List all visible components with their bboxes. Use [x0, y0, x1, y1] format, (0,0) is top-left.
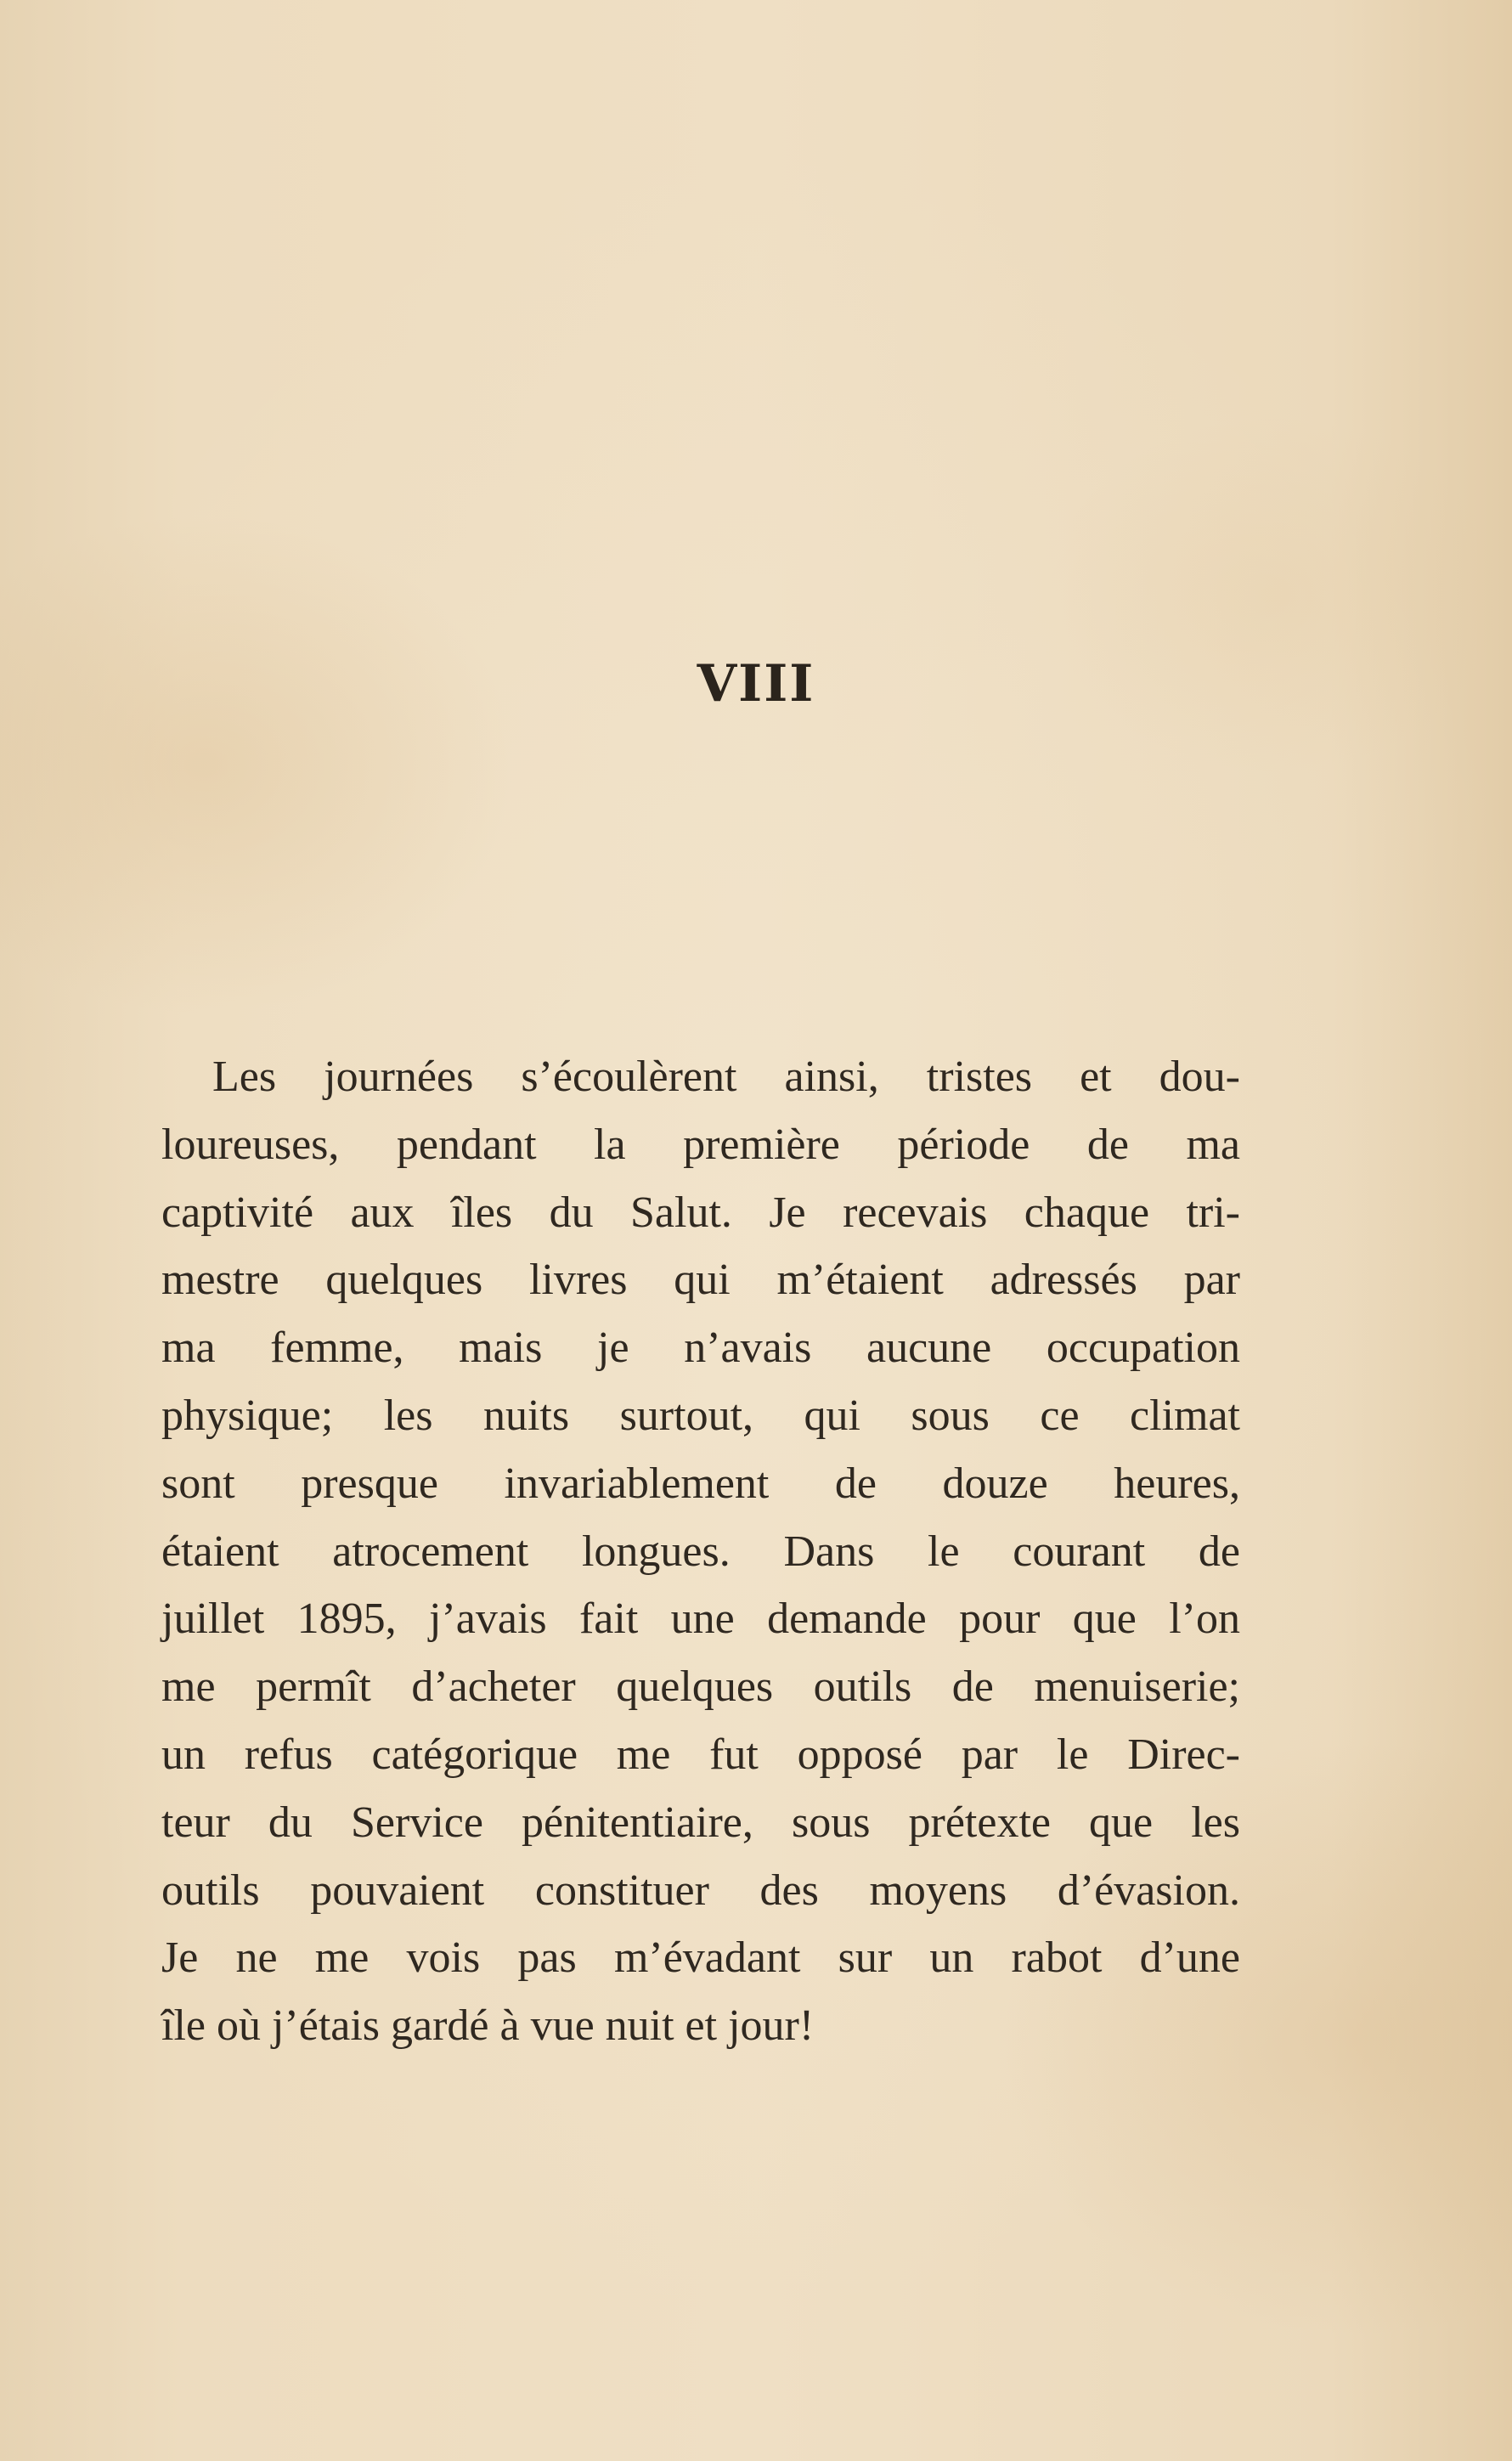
- text-line: Les journées s’écoulèrent ainsi, tristes et dou-: [212, 1053, 1240, 1101]
- text-line: ma femme, mais je n’avais aucune occupation: [161, 1324, 1240, 1373]
- text-line: mestre quelques livres qui m’étaient adressés par: [161, 1256, 1240, 1305]
- text-line: un refus catégorique me fut opposé par le Direc-: [161, 1730, 1240, 1779]
- text-line: captivité aux îles du Salut. Je recevais chaque tri-: [161, 1188, 1240, 1237]
- text-line: loureuses, pendant la première période de ma: [161, 1120, 1240, 1169]
- text-line: étaient atrocement longues. Dans le courant de: [161, 1527, 1240, 1576]
- text-line: sont presque invariablement de douze heures,: [161, 1459, 1240, 1508]
- text-line: me permît d’acheter quelques outils de menuiserie;: [161, 1662, 1240, 1712]
- text-line: outils pouvaient constituer des moyens d’évasion.: [161, 1866, 1240, 1915]
- text-line: île où j’étais gardé à vue nuit et jour!: [161, 2001, 815, 2051]
- chapter-heading: VIII: [697, 654, 815, 714]
- chapter-paragraph: [161, 1043, 1240, 2060]
- text-line: Je ne me vois pas m’évadant sur un rabot d’une: [161, 1933, 1240, 1983]
- text-line: teur du Service pénitentiaire, sous prétexte que les: [161, 1798, 1240, 1847]
- text-line: physique; les nuits surtout, qui sous ce climat: [161, 1391, 1240, 1440]
- text-line: juillet 1895, j’avais fait une demande pour que l’on: [161, 1595, 1240, 1644]
